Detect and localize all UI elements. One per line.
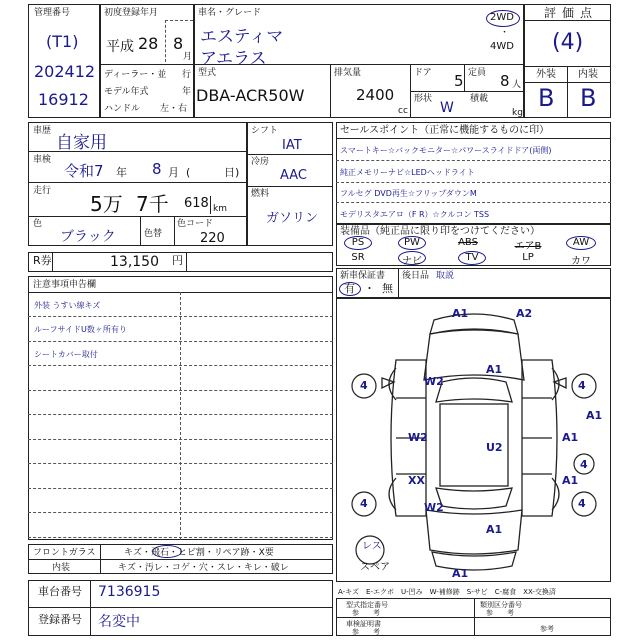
mark-front-left: A1 xyxy=(452,307,469,320)
mark-right-side-door: A1 xyxy=(562,431,579,444)
first-reg-label: 初度登録年月 xyxy=(104,8,159,18)
glass-sep xyxy=(28,559,333,560)
sp-sep3 xyxy=(336,202,611,203)
shift-label: シフト xyxy=(251,126,279,136)
note-rule xyxy=(28,537,333,538)
reg: 名変中 xyxy=(98,614,140,630)
door-label: ドア xyxy=(414,68,432,78)
selling-point-3: フルセグ DVD再生☆フリップダウンM xyxy=(340,189,477,198)
eq-abs: ABS xyxy=(458,237,478,248)
dealer-unit: 行 xyxy=(182,70,192,80)
displacement: 2400 xyxy=(356,86,395,104)
model-label: 型式 xyxy=(198,68,217,78)
insp-year-unit: 年 xyxy=(116,166,127,179)
color: ブラック xyxy=(60,229,116,245)
km-unit: km xyxy=(213,204,227,214)
eq-pw: PW xyxy=(404,237,420,248)
note-rule xyxy=(28,463,333,464)
shape-sep xyxy=(410,91,524,92)
ac: AAC xyxy=(280,168,307,183)
handle-label: ハンドル xyxy=(104,104,141,114)
chassis: 7136915 xyxy=(98,584,161,600)
drive-2wd: 2WD xyxy=(490,12,514,23)
dealer-label: ディーラー・並 xyxy=(104,70,167,80)
model-cert-sub: 参 考 xyxy=(352,609,380,617)
manual-value: 取説 xyxy=(436,271,455,281)
eq-lp: LP xyxy=(522,252,534,263)
insp-era: 令和7 xyxy=(64,162,104,180)
door-div xyxy=(464,64,465,91)
car-name: エスティマ xyxy=(200,27,284,47)
r-ticket-unit: 円 xyxy=(172,254,183,267)
mark-left-rear-xx: XX xyxy=(408,474,425,487)
fuel-label: 燃料 xyxy=(251,189,270,199)
mark-roof: U2 xyxy=(486,441,503,454)
class-label: 類別区分番号 xyxy=(480,601,522,609)
equipment-title: 装備品（純正品に限り印をつけてください） xyxy=(340,226,540,237)
km-div xyxy=(210,196,211,214)
warranty-sep: ・ xyxy=(364,282,375,295)
front-glass-value: キズ・飛石・ヒビ割・リペア跡・X要 xyxy=(124,548,274,558)
mgmt-num2: 16912 xyxy=(38,90,89,109)
model-cert-label: 型式指定番号 xyxy=(346,601,388,609)
reg-era: 平成 xyxy=(106,39,134,55)
spare-label: スペア xyxy=(360,562,390,573)
shape: W xyxy=(440,100,454,116)
reg-divider-h xyxy=(165,20,193,21)
load-label: 積載 xyxy=(470,94,489,104)
cc-unit: cc xyxy=(398,106,408,116)
note-rule xyxy=(28,488,333,489)
note-rule xyxy=(28,365,333,366)
sp-sep2 xyxy=(336,182,611,183)
ac-label: 冷房 xyxy=(251,157,270,167)
mark-right-side-upper: A1 xyxy=(586,409,603,422)
score-div xyxy=(567,66,568,118)
mark-left-rear-tire: 4 xyxy=(360,497,368,510)
score-sep0 xyxy=(524,20,611,21)
mileage-rest: 618 xyxy=(184,196,209,211)
inspection-label: 車検 xyxy=(33,155,52,165)
mark-right-front-tire: 4 xyxy=(578,379,586,392)
car-name-label: 車名・グレード xyxy=(198,8,262,18)
note-rule xyxy=(28,512,333,513)
model-year-unit: 年 xyxy=(182,87,192,97)
r-ticket-div xyxy=(52,252,53,272)
mgmt-code: (T1) xyxy=(46,32,79,51)
load-unit: kg xyxy=(512,108,523,118)
mark-hood: A1 xyxy=(486,363,503,376)
mark-left-front-tire: 4 xyxy=(360,379,368,392)
eq-navi: ナビ xyxy=(402,256,422,267)
capacity-label: 定員 xyxy=(468,68,487,78)
sp-sep1 xyxy=(336,160,611,161)
mileage-man: 5万 xyxy=(90,192,123,216)
color-code-label: 色コード xyxy=(177,219,214,229)
mark-trunk: A1 xyxy=(486,523,503,536)
interior-label-2: 内装 xyxy=(52,563,71,573)
warranty-div xyxy=(398,268,399,298)
note-rule xyxy=(28,439,333,440)
front-glass-label: フロントガラス xyxy=(33,548,96,558)
note-rule xyxy=(28,316,333,317)
reg-divider xyxy=(165,20,166,62)
less-label: レス xyxy=(362,541,382,552)
mgmt-label: 管理番号 xyxy=(34,8,71,18)
eq-leather: カワ xyxy=(571,256,591,267)
r-ticket-div2 xyxy=(186,252,187,272)
note-2: ルーフサイドU数ヶ所有り xyxy=(34,325,127,334)
fuel: ガソリン xyxy=(266,211,319,226)
model-div xyxy=(330,64,331,118)
first-reg-box xyxy=(100,4,194,118)
notes-mid xyxy=(180,292,181,540)
selling-point-1: スマートキー☆バックモニター☆パワースライドドア(両側) xyxy=(340,146,552,155)
mark-right-rear-a1: A1 xyxy=(562,474,579,487)
reg-label: 登録番号 xyxy=(38,613,82,626)
selling-point-2: 純正メモリーナビ☆LEDヘッドライト xyxy=(340,168,475,177)
shape-label: 形状 xyxy=(414,94,433,104)
mark-right-rear-tire: 4 xyxy=(578,497,586,510)
insp-day-close: 日) xyxy=(224,166,240,179)
class-sub: 参 考 xyxy=(486,609,514,617)
insp-month: 8 xyxy=(152,160,162,178)
insp-month-unit: 月 xyxy=(168,166,179,179)
eq-airbag: エアB xyxy=(514,241,542,252)
drive-dot: ・ xyxy=(500,28,510,38)
usage-label: 車歴 xyxy=(33,126,52,136)
mark-left-side-door: W2 xyxy=(408,431,428,444)
capacity: 8 xyxy=(500,72,510,90)
spec-sep1 xyxy=(247,154,333,155)
chassis-label: 車台番号 xyxy=(38,585,82,598)
doors: 5 xyxy=(454,72,464,90)
r-ticket-label: R券 xyxy=(33,254,52,267)
mark-rear: A1 xyxy=(452,567,469,580)
mileage-sen: 7千 xyxy=(136,192,169,216)
exterior-grade: B xyxy=(538,84,555,112)
mgmt-num1: 202412 xyxy=(34,62,96,81)
color-change-label: 色替 xyxy=(144,229,163,239)
displacement-label: 排気量 xyxy=(334,68,362,78)
manual-label: 後日品 xyxy=(402,271,430,281)
hist-sep2 xyxy=(28,182,247,183)
notes-title: 注意事項申告欄 xyxy=(33,280,97,290)
color-label: 色 xyxy=(33,219,43,229)
shift: IAT xyxy=(282,138,302,153)
mark-left-front-fender: W2 xyxy=(424,375,444,388)
note-3: シートカバー取付 xyxy=(34,350,98,359)
drive-4wd: 4WD xyxy=(490,41,514,52)
score-value: (4) xyxy=(552,30,584,55)
insp-day-open: ( xyxy=(186,166,191,179)
note-rule xyxy=(28,390,333,391)
eq-aw: AW xyxy=(572,237,590,248)
reg-year: 28 xyxy=(138,34,159,53)
interior-grade: B xyxy=(580,84,597,112)
reg-cert-sub: 参 考 xyxy=(352,628,380,636)
mark-left-rear-w2: W2 xyxy=(424,501,444,514)
inspector-label: 参考 xyxy=(540,625,554,633)
mileage-label: 走行 xyxy=(33,186,52,196)
sp-sep0 xyxy=(336,138,611,139)
color-code: 220 xyxy=(200,231,225,246)
exterior-label: 外装 xyxy=(536,69,556,80)
eq-tv: TV xyxy=(465,252,479,263)
note-rule xyxy=(28,414,333,415)
car-sep xyxy=(194,64,524,65)
chassis-sep xyxy=(28,607,333,608)
color-div xyxy=(140,216,141,246)
hist-sep1 xyxy=(28,151,247,152)
usage: 自家用 xyxy=(56,133,107,153)
spec-sep2 xyxy=(247,186,333,187)
capacity-unit: 人 xyxy=(512,80,522,90)
warranty-no: 無 xyxy=(382,282,393,295)
model-code: DBA-ACR50W xyxy=(196,86,305,105)
warranty-label: 新車保証書 xyxy=(340,271,386,281)
handle-value: 左・右 xyxy=(160,104,188,114)
reg-month-unit: 月 xyxy=(183,52,193,62)
warranty-yes: 有 xyxy=(344,282,355,295)
mark-front-right: A2 xyxy=(516,307,533,320)
damage-legend: A-キズ E-エクボ U-凹み W-補修跡 S-サビ C-腐食 XX-交換済 xyxy=(338,588,556,596)
reg-cert-label: 車検証明書 xyxy=(346,620,381,628)
color-div2 xyxy=(174,216,175,246)
note-1: 外装 うすい線キズ xyxy=(34,301,101,310)
model-year-label: モデル年式 xyxy=(104,87,149,97)
score-label: 評価点 xyxy=(544,6,599,20)
eq-ps: PS xyxy=(351,237,365,248)
interior-label: 内装 xyxy=(578,69,598,80)
chassis-div xyxy=(90,580,91,636)
r-ticket-value: 13,150 xyxy=(110,254,159,270)
mark-right-rear-tire-upper: 4 xyxy=(580,458,588,471)
note-rule xyxy=(28,341,333,342)
hist-sep3 xyxy=(28,216,247,217)
eq-sr: SR xyxy=(351,252,365,263)
reg-sep1 xyxy=(100,64,194,65)
reg-month: 8 xyxy=(173,34,184,53)
interior-value: キズ・汚レ・コゲ・穴・スレ・キレ・破レ xyxy=(118,563,289,573)
car-grade: アエラス xyxy=(200,49,267,69)
selling-point-4: モデリスタエアロ（F R）☆クルコン TSS xyxy=(340,210,490,219)
score-sep2 xyxy=(524,82,611,83)
selling-points-title: セールスポイント（正常に機能するものに印） xyxy=(340,125,550,136)
